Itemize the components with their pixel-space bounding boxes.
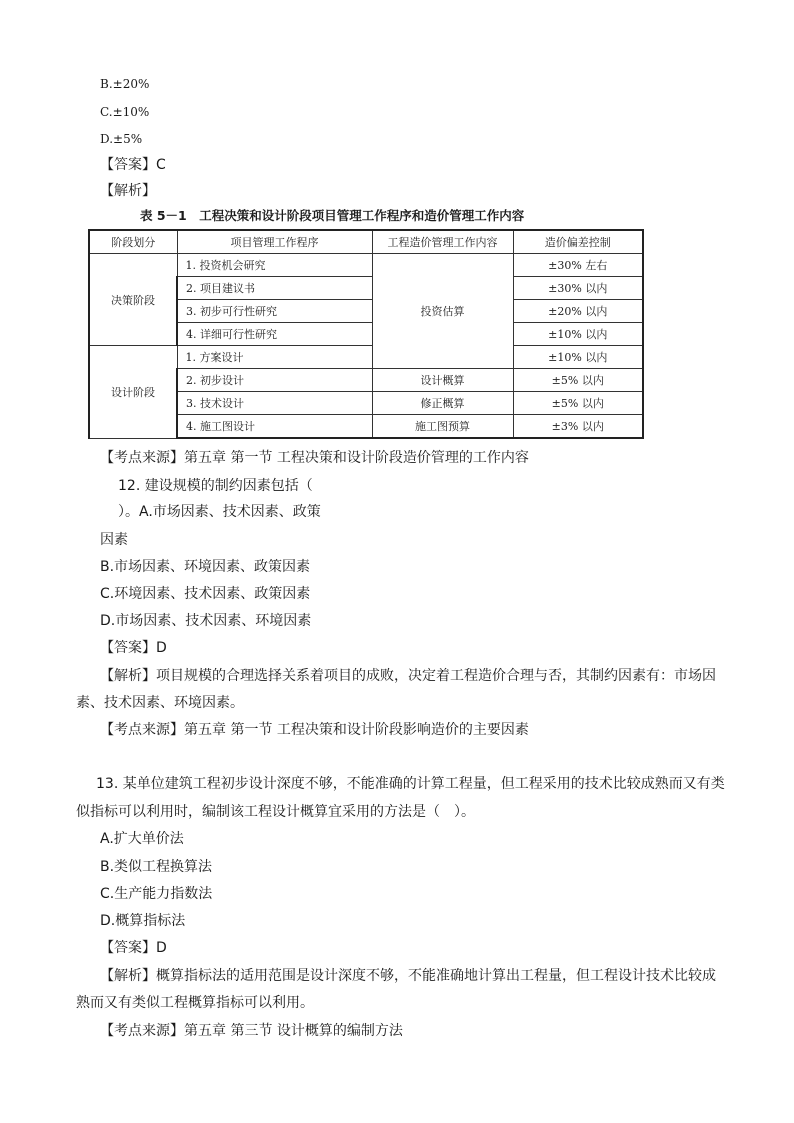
stage-decision: 决策阶段	[89, 254, 177, 346]
procedure-cell: 2. 初步设计	[177, 369, 372, 392]
table-header-row	[89, 230, 643, 254]
table-caption: 表 5－1 工程决策和设计阶段项目管理工作程序和造价管理工作内容	[140, 208, 525, 223]
deviation-cell: ±20% 以内	[513, 300, 643, 323]
q12-analysis-2: 素、技术因素、环境因素。	[76, 695, 244, 711]
deviation-cell: ±10% 以内	[513, 323, 643, 346]
q12-stem-1: 12. 建设规模的制约因素包括（	[118, 478, 313, 494]
q12-option-c: C.环境因素、技术因素、政策因素	[100, 586, 311, 602]
procedure-cell: 1. 方案设计	[177, 346, 372, 369]
procedure-cell: 3. 初步可行性研究	[177, 300, 372, 323]
source-note: 【考点来源】第五章 第一节 工程决策和设计阶段造价管理的工作内容	[100, 450, 529, 466]
deviation-cell: ±5% 以内	[513, 392, 643, 415]
q13-option-c: C.生产能力指数法	[100, 886, 213, 902]
cost-management-table	[88, 229, 644, 439]
q13-option-d: D.概算指标法	[100, 913, 186, 929]
q12-option-b: B.市场因素、环境因素、政策因素	[100, 559, 311, 575]
option-c: C.±10%	[100, 105, 150, 119]
option-b: B.±20%	[100, 77, 150, 91]
q12-source: 【考点来源】第五章 第一节 工程决策和设计阶段影响造价的主要因素	[100, 722, 529, 738]
deviation-cell: ±3% 以内	[513, 415, 643, 439]
work-construction: 施工图预算	[372, 415, 513, 439]
deviation-cell: ±30% 左右	[513, 254, 643, 277]
deviation-cell: ±10% 以内	[513, 346, 643, 369]
header-deviation: 造价偏差控制	[513, 230, 643, 254]
procedure-cell: 1. 投资机会研究	[177, 254, 372, 277]
table-row	[89, 346, 643, 369]
procedure-cell: 4. 施工图设计	[177, 415, 372, 439]
q13-option-a: A.扩大单价法	[100, 831, 184, 847]
q12-analysis-1: 【解析】项目规模的合理选择关系着项目的成败，决定着工程造价合理与否，其制约因素有：市场因	[100, 668, 716, 684]
deviation-cell: ±5% 以内	[513, 369, 643, 392]
table-row	[89, 254, 643, 277]
analysis-label: 【解析】	[100, 183, 156, 199]
work-rough: 设计概算	[372, 369, 513, 392]
q13-analysis-2: 熟而又有类似工程概算指标可以利用。	[76, 995, 314, 1011]
q12-option-d: D.市场因素、技术因素、环境因素	[100, 613, 312, 629]
stage-design: 设计阶段	[89, 346, 177, 439]
q12-stem-3: 因素	[100, 532, 128, 548]
answer: 【答案】C	[100, 157, 166, 173]
option-d: D.±5%	[100, 132, 143, 146]
q13-analysis-1: 【解析】概算指标法的适用范围是设计深度不够，不能准确地计算出工程量，但工程设计技术比较成	[100, 968, 716, 984]
header-stage: 阶段划分	[89, 230, 177, 254]
q13-answer: 【答案】D	[100, 940, 167, 956]
q13-stem-1: 13. 某单位建筑工程初步设计深度不够，不能准确的计算工程量，但工程采用的技术比较成熟而又有类	[96, 776, 725, 792]
procedure-cell: 3. 技术设计	[177, 392, 372, 415]
q13-stem-2: 似指标可以利用时，编制该工程设计概算宜采用的方法是（ ）。	[76, 804, 475, 820]
header-cost-work: 工程造价管理工作内容	[372, 230, 513, 254]
deviation-cell: ±30% 以内	[513, 277, 643, 300]
procedure-cell: 4. 详细可行性研究	[177, 323, 372, 346]
q12-answer: 【答案】D	[100, 640, 167, 656]
procedure-cell: 2. 项目建议书	[177, 277, 372, 300]
header-procedure: 项目管理工作程序	[177, 230, 372, 254]
work-estimate: 投资估算	[372, 254, 513, 369]
q13-option-b: B.类似工程换算法	[100, 859, 213, 875]
q13-source: 【考点来源】第五章 第三节 设计概算的编制方法	[100, 1023, 403, 1039]
q12-stem-2: ）。A.市场因素、技术因素、政策	[118, 504, 321, 520]
work-revised: 修正概算	[372, 392, 513, 415]
